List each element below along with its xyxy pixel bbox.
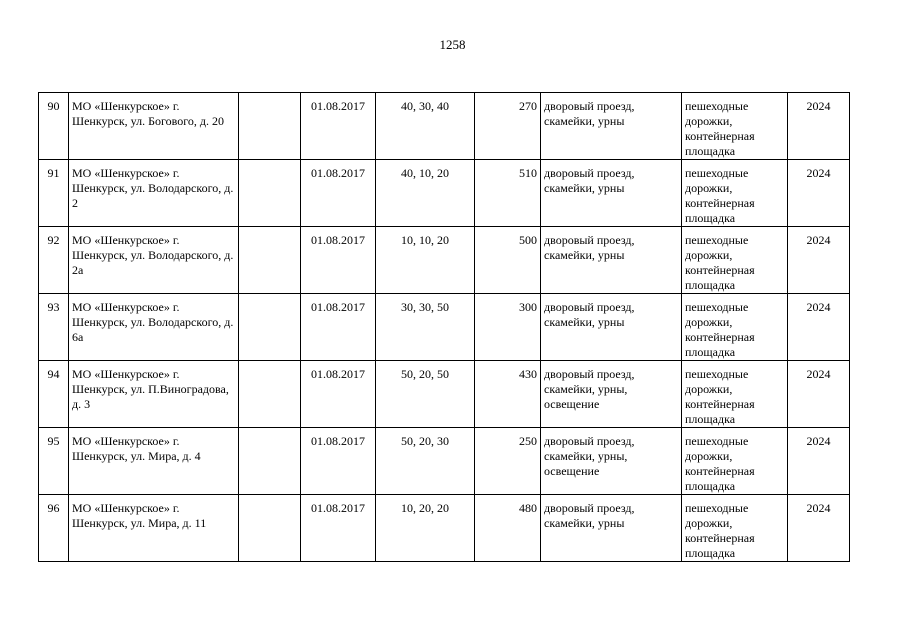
- extra-elements-cell: пешеходные дорожки, контейнерная площадка: [682, 93, 788, 160]
- row-number: 94: [39, 361, 69, 428]
- date-cell: 01.08.2017: [301, 361, 376, 428]
- date-cell: 01.08.2017: [301, 294, 376, 361]
- table-row: [39, 361, 850, 428]
- areas-cell: 40, 10, 20: [376, 160, 475, 227]
- year-cell: 2024: [788, 227, 850, 294]
- date-cell: 01.08.2017: [301, 160, 376, 227]
- empty-cell: [239, 294, 301, 361]
- extra-elements-cell: пешеходные дорожки, контейнерная площадка: [682, 227, 788, 294]
- year-cell: 2024: [788, 428, 850, 495]
- elements-cell: дворовый проезд, скамейки, урны: [541, 294, 682, 361]
- empty-cell: [239, 361, 301, 428]
- table-row: [39, 227, 850, 294]
- areas-cell: 30, 30, 50: [376, 294, 475, 361]
- empty-cell: [239, 428, 301, 495]
- table-body: [39, 93, 850, 562]
- year-cell: 2024: [788, 93, 850, 160]
- address-cell: МО «Шенкурское» г. Шенкурск, ул. П.Виноградова, д. 3: [69, 361, 239, 428]
- table-row: [39, 428, 850, 495]
- count-cell: 500: [475, 227, 541, 294]
- count-cell: 300: [475, 294, 541, 361]
- year-cell: 2024: [788, 361, 850, 428]
- elements-cell: дворовый проезд, скамейки, урны: [541, 93, 682, 160]
- table-row: [39, 93, 850, 160]
- empty-cell: [239, 93, 301, 160]
- areas-cell: 40, 30, 40: [376, 93, 475, 160]
- table-row: [39, 495, 850, 562]
- row-number: 91: [39, 160, 69, 227]
- extra-elements-cell: пешеходные дорожки, контейнерная площадка: [682, 294, 788, 361]
- row-number: 92: [39, 227, 69, 294]
- address-cell: МО «Шенкурское» г. Шенкурск, ул. Володарского, д. 2: [69, 160, 239, 227]
- elements-cell: дворовый проезд, скамейки, урны: [541, 227, 682, 294]
- elements-cell: дворовый проезд, скамейки, урны, освещение: [541, 361, 682, 428]
- empty-cell: [239, 160, 301, 227]
- count-cell: 250: [475, 428, 541, 495]
- count-cell: 480: [475, 495, 541, 562]
- extra-elements-cell: пешеходные дорожки, контейнерная площадка: [682, 428, 788, 495]
- count-cell: 430: [475, 361, 541, 428]
- extra-elements-cell: пешеходные дорожки, контейнерная площадка: [682, 495, 788, 562]
- table-row: [39, 160, 850, 227]
- row-number: 90: [39, 93, 69, 160]
- row-number: 93: [39, 294, 69, 361]
- address-cell: МО «Шенкурское» г. Шенкурск, ул. Володарского, д. 6а: [69, 294, 239, 361]
- address-cell: МО «Шенкурское» г. Шенкурск, ул. Мира, д. 11: [69, 495, 239, 562]
- page-number: 1258: [439, 37, 466, 52]
- areas-cell: 50, 20, 30: [376, 428, 475, 495]
- elements-cell: дворовый проезд, скамейки, урны: [541, 160, 682, 227]
- year-cell: 2024: [788, 294, 850, 361]
- registry-table: [38, 92, 850, 562]
- areas-cell: 10, 10, 20: [376, 227, 475, 294]
- areas-cell: 50, 20, 50: [376, 361, 475, 428]
- year-cell: 2024: [788, 495, 850, 562]
- date-cell: 01.08.2017: [301, 93, 376, 160]
- elements-cell: дворовый проезд, скамейки, урны: [541, 495, 682, 562]
- row-number: 95: [39, 428, 69, 495]
- date-cell: 01.08.2017: [301, 428, 376, 495]
- table-row: [39, 294, 850, 361]
- address-cell: МО «Шенкурское» г. Шенкурск, ул. Володарского, д. 2а: [69, 227, 239, 294]
- extra-elements-cell: пешеходные дорожки, контейнерная площадка: [682, 361, 788, 428]
- elements-cell: дворовый проезд, скамейки, урны, освещение: [541, 428, 682, 495]
- row-number: 96: [39, 495, 69, 562]
- extra-elements-cell: пешеходные дорожки, контейнерная площадка: [682, 160, 788, 227]
- empty-cell: [239, 495, 301, 562]
- date-cell: 01.08.2017: [301, 227, 376, 294]
- count-cell: 510: [475, 160, 541, 227]
- address-cell: МО «Шенкурское» г. Шенкурск, ул. Мира, д. 4: [69, 428, 239, 495]
- year-cell: 2024: [788, 160, 850, 227]
- empty-cell: [239, 227, 301, 294]
- count-cell: 270: [475, 93, 541, 160]
- address-cell: МО «Шенкурское» г. Шенкурск, ул. Богового, д. 20: [69, 93, 239, 160]
- areas-cell: 10, 20, 20: [376, 495, 475, 562]
- date-cell: 01.08.2017: [301, 495, 376, 562]
